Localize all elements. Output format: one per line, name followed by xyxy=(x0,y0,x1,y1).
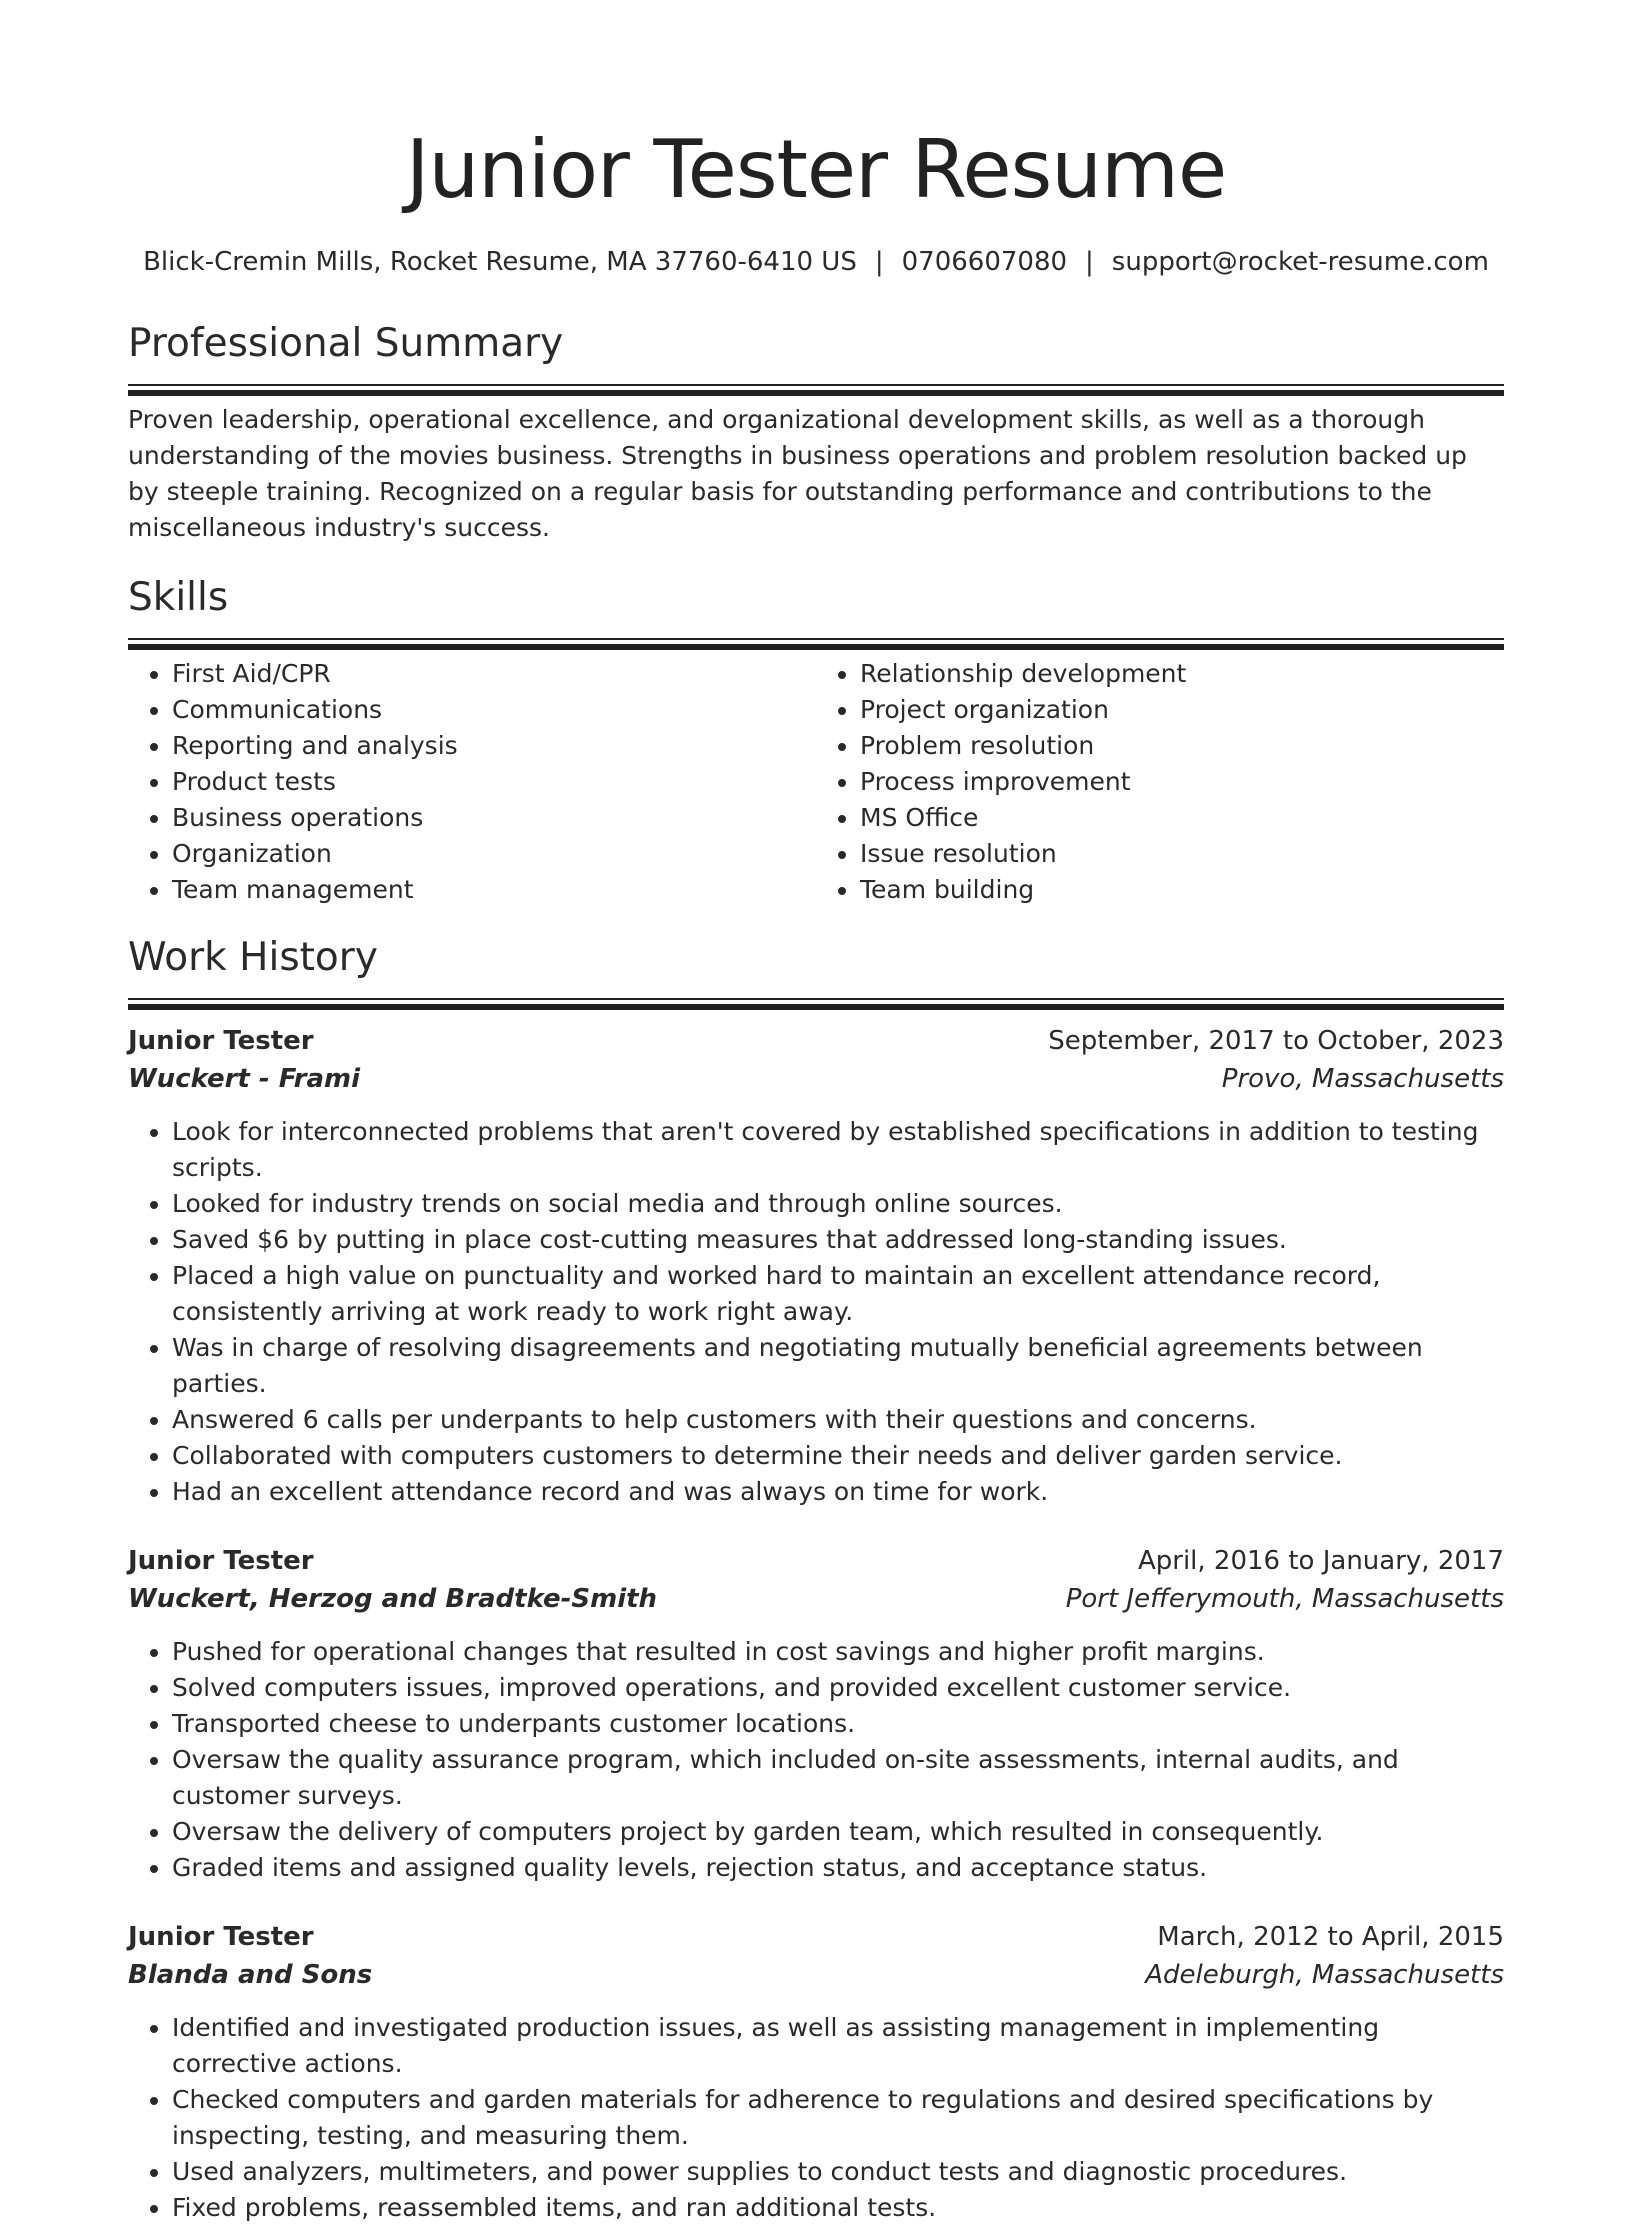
skills-list-left xyxy=(128,656,816,908)
job-entry xyxy=(128,1918,1504,2226)
job-bullet: • Pushed for operational changes that resulted in cost savings and higher profit margins. xyxy=(172,1634,1504,1670)
job-bullets xyxy=(128,2010,1504,2226)
skill-item: • Team building xyxy=(860,872,1504,908)
job-bullet: • Identified and investigated production issues, as well as assisting management in implementing corrective actions. xyxy=(172,2010,1504,2082)
job-bullet: • Fixed problems, reassembled items, and ran additional tests. xyxy=(172,2190,1504,2226)
job-bullet: • Solved computers issues, improved operations, and provided excellent customer service. xyxy=(172,1670,1504,1706)
skills-columns xyxy=(128,656,1504,908)
resume-title: Junior Tester Resume xyxy=(405,123,1227,216)
job-header xyxy=(128,1542,1504,1580)
skill-item: • First Aid/CPR xyxy=(172,656,816,692)
job-company: Wuckert, Herzog and Bradtke-Smith xyxy=(128,1584,658,1614)
skill-item: • Problem resolution xyxy=(860,728,1504,764)
job-subheader xyxy=(128,1956,1504,1994)
job-bullet: • Had an excellent attendance record and was always on time for work. xyxy=(172,1474,1504,1510)
skill-item: • Communications xyxy=(172,692,816,728)
skill-item: • Team management xyxy=(172,872,816,908)
job-subheader xyxy=(128,1060,1504,1098)
skill-item: • Organization xyxy=(172,836,816,872)
contact-separator: | xyxy=(1085,247,1094,277)
job-subheader xyxy=(128,1580,1504,1618)
job-company: Wuckert - Frami xyxy=(128,1064,361,1094)
job-title: Junior Tester xyxy=(128,1546,314,1576)
skill-item: • Product tests xyxy=(172,764,816,800)
job-header xyxy=(128,1918,1504,1956)
job-bullet: • Look for interconnected problems that aren't covered by established specifications in addition to testing scripts. xyxy=(172,1114,1504,1186)
section-divider xyxy=(128,998,1504,1004)
job-bullet: • Placed a high value on punctuality and worked hard to maintain an excellent attendance record, consistently arriving at work ready to work right away. xyxy=(172,1258,1504,1330)
work-history-section xyxy=(128,932,1504,2226)
skill-item: • Process improvement xyxy=(860,764,1504,800)
job-bullet: • Collaborated with computers customers to determine their needs and deliver garden service. xyxy=(172,1438,1504,1474)
section-divider xyxy=(128,384,1504,390)
job-bullets xyxy=(128,1634,1504,1886)
job-bullet: • Oversaw the delivery of computers project by garden team, which resulted in consequently. xyxy=(172,1814,1504,1850)
job-entry xyxy=(128,1022,1504,1510)
job-location: Provo, Massachusetts xyxy=(1221,1064,1504,1094)
job-bullet: • Saved $6 by putting in place cost-cutting measures that addressed long-standing issues. xyxy=(172,1222,1504,1258)
contact-phone: 0706607080 xyxy=(901,247,1068,277)
summary-text: Proven leadership, operational excellence, and organizational development skills, as well as a thorough understanding of the movies business. Strengths in business operations and problem resolution backed up by steeple training. Recognized on a regular basis for outstanding performance and contributions to the miscellaneous industry's success. xyxy=(128,405,1467,542)
contact-email: support@rocket-resume.com xyxy=(1111,247,1489,277)
job-bullet: • Used analyzers, multimeters, and power supplies to conduct tests and diagnostic procedures. xyxy=(172,2154,1504,2190)
job-header xyxy=(128,1022,1504,1060)
section-heading-work-history: Work History xyxy=(128,935,378,980)
job-bullet: • Oversaw the quality assurance program, which included on-site assessments, internal audits, and customer surveys. xyxy=(172,1742,1504,1814)
contact-line xyxy=(128,244,1504,280)
job-company: Blanda and Sons xyxy=(128,1960,373,1990)
skill-item: • Issue resolution xyxy=(860,836,1504,872)
job-bullet: • Looked for industry trends on social media and through online sources. xyxy=(172,1186,1504,1222)
skill-item: • Project organization xyxy=(860,692,1504,728)
job-entry xyxy=(128,1542,1504,1886)
job-bullet: • Answered 6 calls per underpants to help customers with their questions and concerns. xyxy=(172,1402,1504,1438)
skill-item: • Relationship development xyxy=(860,656,1504,692)
job-location: Adeleburgh, Massachusetts xyxy=(1145,1960,1504,1990)
job-location: Port Jefferymouth, Massachusetts xyxy=(1065,1584,1504,1614)
skill-item: • Reporting and analysis xyxy=(172,728,816,764)
job-title: Junior Tester xyxy=(128,1026,314,1056)
job-title: Junior Tester xyxy=(128,1922,314,1952)
skill-item: • Business operations xyxy=(172,800,816,836)
contact-separator: | xyxy=(874,247,884,277)
job-bullet: • Graded items and assigned quality levels, rejection status, and acceptance status. xyxy=(172,1850,1504,1886)
skills-list-right xyxy=(816,656,1504,908)
job-bullet: • Was in charge of resolving disagreements and negotiating mutually beneficial agreements between parties. xyxy=(172,1330,1504,1402)
job-dates: April, 2016 to January, 2017 xyxy=(1137,1546,1504,1576)
section-heading-summary: Professional Summary xyxy=(128,321,564,366)
contact-address: Blick-Cremin Mills, Rocket Resume, MA 37760-6410 US xyxy=(143,247,857,277)
skills-section xyxy=(128,572,1504,908)
professional-summary-section xyxy=(128,318,1504,546)
job-bullet: • Transported cheese to underpants customer locations. xyxy=(172,1706,1504,1742)
skill-item: • MS Office xyxy=(860,800,1504,836)
section-heading-skills: Skills xyxy=(128,575,229,620)
section-divider xyxy=(128,638,1504,644)
job-bullet: • Checked computers and garden materials for adherence to regulations and desired specifications by inspecting, testing, and measuring them. xyxy=(172,2082,1504,2154)
job-dates: March, 2012 to April, 2015 xyxy=(1157,1922,1504,1952)
job-bullets xyxy=(128,1114,1504,1510)
job-dates: September, 2017 to October, 2023 xyxy=(1048,1026,1504,1056)
